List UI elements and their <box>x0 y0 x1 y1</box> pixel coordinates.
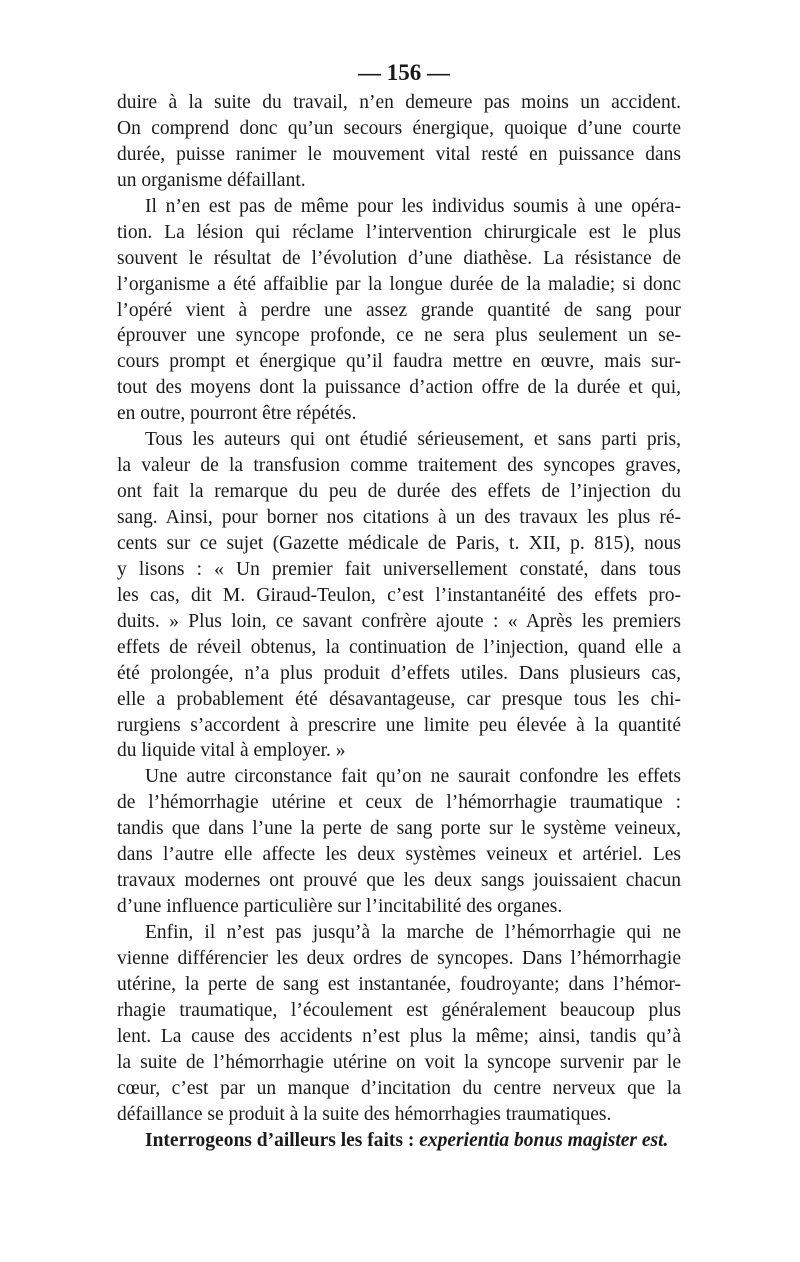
text-line: cents sur ce sujet (Gazette médicale de Paris, t. XII, p. 815), nous <box>117 532 681 554</box>
text-line: elle a probablement été désavantageuse, car presque tous les chi- <box>117 688 681 710</box>
paragraph-3 <box>117 427 681 764</box>
text-line: Il n’en est pas de même pour les individus soumis à une opéra- <box>145 195 681 217</box>
text-line: l’opéré vient à perdre une assez grande quantité de sang pour <box>117 299 681 321</box>
text-line: y lisons : « Un premier fait universellement constaté, dans tous <box>117 558 681 580</box>
text-line: cours prompt et énergique qu’il faudra mettre en œuvre, mais sur- <box>117 351 681 373</box>
text-line: d’une influence particulière sur l’incitabilité des organes. <box>117 896 563 918</box>
text-line: On comprend donc qu’un secours énergique, quoique d’une courte <box>117 117 681 139</box>
text-line: la suite de l’hémorrhagie utérine on voit la syncope survenir par le <box>117 1051 681 1073</box>
paragraph-2 <box>117 194 681 427</box>
text-line: vienne différencier les deux ordres de syncopes. Dans l’hémorrhagie <box>117 947 681 969</box>
text-line: rurgiens s’accordent à prescrire une limite peu élevée à la quantité <box>117 714 681 736</box>
text-line: travaux modernes ont prouvé que les deux sangs jouissaient chacun <box>117 870 681 892</box>
page-number: — 156 — <box>358 60 450 85</box>
text-line: dans l’autre elle affecte les deux systèmes veineux et artériel. Les <box>117 844 681 866</box>
text-line: éprouver une syncope profonde, ce ne sera plus seulement un se- <box>117 325 681 347</box>
text-line: cœur, c’est par un manque d’incitation du centre nerveux que la <box>117 1077 681 1099</box>
text-line: défaillance se produit à la suite des hémorrhagies traumatiques. <box>117 1103 612 1125</box>
text-line: Enfin, il n’est pas jusqu’à la marche de l’hémorrhagie qui ne <box>145 922 681 943</box>
text-line: ont fait la remarque du peu de durée des effets de l’injection du <box>117 481 681 503</box>
text-line: rhagie traumatique, l’écoulement est généralement beaucoup plus <box>117 999 681 1021</box>
text-line: effets de réveil obtenus, la continuation de l’injection, quand elle a <box>117 636 681 658</box>
text-line: en outre, pourront être répétés. <box>117 403 357 425</box>
text-line: tandis que dans l’une la perte de sang porte sur le système veineux, <box>117 818 681 840</box>
closing-line <box>117 1128 681 1154</box>
closing-text: Interrogeons d’ailleurs les faits : <box>145 1129 420 1151</box>
text-line: Une autre circonstance fait qu’on ne saurait confondre les effets <box>145 766 681 788</box>
text-line: de l’hémorrhagie utérine et ceux de l’hémorrhagie traumatique : <box>117 792 681 814</box>
text-line: du liquide vital à employer. » <box>117 740 346 762</box>
text-line: duire à la suite du travail, n’en demeure pas moins un accident. <box>117 92 681 113</box>
paragraph-4 <box>117 764 681 920</box>
text-line: tion. La lésion qui réclame l’intervention chirurgicale est le plus <box>117 221 681 243</box>
text-line: durée, puisse ranimer le mouvement vital resté en puissance dans <box>117 143 681 165</box>
text-line: l’organisme a été affaiblie par la longue durée de la maladie; si donc <box>117 273 681 295</box>
text-line: tout des moyens dont la puissance d’action offre de la durée et qui, <box>117 377 681 399</box>
closing-paragraph <box>117 1128 681 1154</box>
paragraph-1 <box>117 90 681 194</box>
text-line: les cas, dit M. Giraud-Teulon, c’est l’instantanéité des effets pro- <box>117 584 681 606</box>
text-line: un organisme défaillant. <box>117 169 306 191</box>
text-line: duits. » Plus loin, ce savant confrère ajoute : « Après les premiers <box>117 610 681 632</box>
text-line: utérine, la perte de sang est instantanée, foudroyante; dans l’hémor- <box>117 973 681 995</box>
text-line: Tous les auteurs qui ont étudié sérieusement, et sans parti pris, <box>145 429 681 451</box>
text-line: souvent le résultat de l’évolution d’une diathèse. La résistance de <box>117 247 681 269</box>
text-line: la valeur de la transfusion comme traitement des syncopes graves, <box>117 455 681 477</box>
paragraph-5 <box>117 920 681 1128</box>
text-line: été prolongée, n’a plus produit d’effets utiles. Dans plusieurs cas, <box>117 662 681 684</box>
latin-maxim: experientia bonus magister est. <box>419 1129 669 1151</box>
text-line: sang. Ainsi, pour borner nos citations à un des travaux les plus ré- <box>117 507 681 528</box>
book-page <box>117 56 681 1153</box>
text-line: lent. La cause des accidents n’est plus la même; ainsi, tandis qu’à <box>117 1025 681 1047</box>
